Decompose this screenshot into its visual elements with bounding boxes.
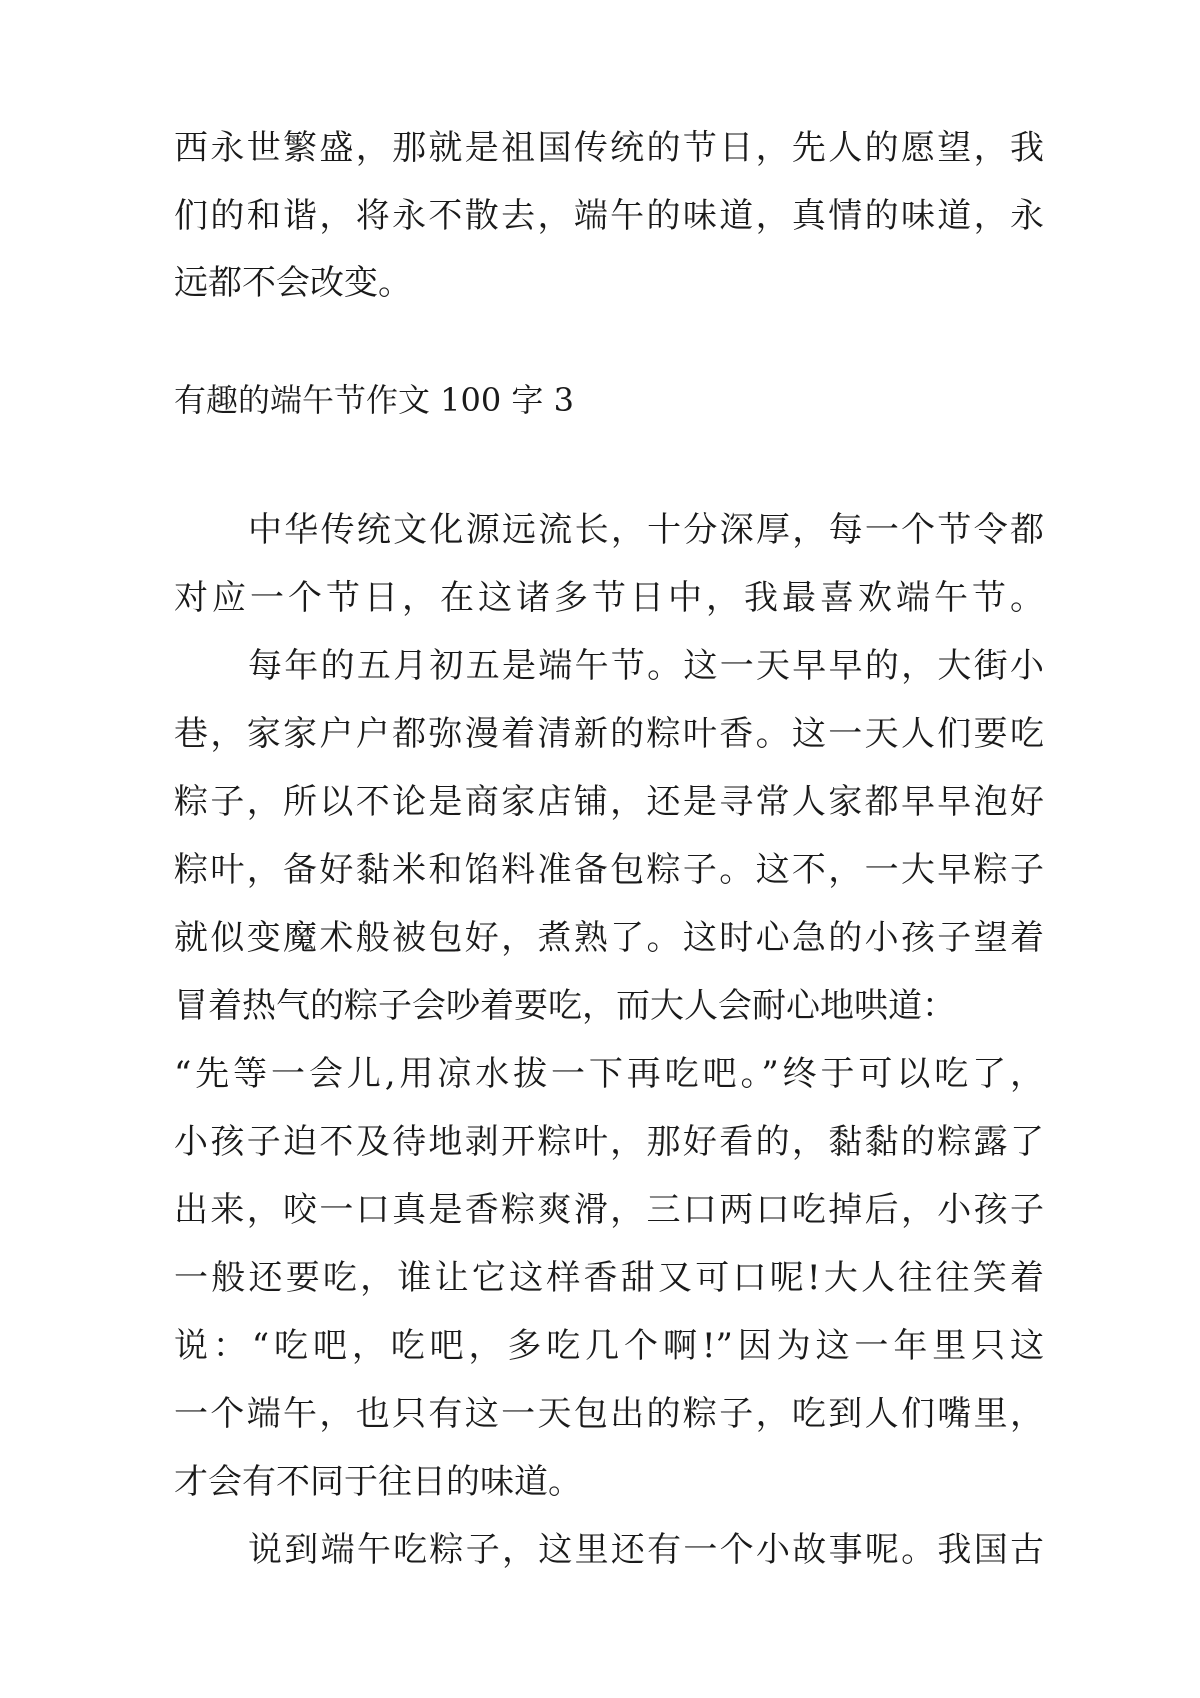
paragraph2-line-9: 出来，咬一口真是香粽爽滑，三口两口吃掉后，小孩子	[174, 1190, 1044, 1230]
paragraph2-line-10: 一般还要吃，谁让它这样香甜又可口呢!大人往往笑着	[174, 1258, 1044, 1298]
paragraph3-line-1: 说到端午吃粽子，这里还有一个小故事呢。我国古	[248, 1530, 1044, 1570]
intro-line-3: 远都不会改变。	[174, 263, 412, 303]
paragraph2-line-12: 一个端午，也只有这一天包出的粽子，吃到人们嘴里，	[174, 1394, 1044, 1434]
paragraph1-line-1: 中华传统文化源远流长，十分深厚，每一个节令都	[248, 510, 1044, 550]
paragraph2-line-5: 就似变魔术般被包好，煮熟了。这时心急的小孩子望着	[174, 918, 1044, 958]
section-heading: 有趣的端午节作文 100 字 3	[174, 381, 574, 419]
paragraph2-line-3: 粽子，所以不论是商家店铺，还是寻常人家都早早泡好	[174, 782, 1044, 822]
paragraph2-line-11: 说：“吃吧，吃吧，多吃几个啊!”因为这一年里只这	[174, 1326, 1044, 1366]
paragraph1-line-2: 对应一个节日，在这诸多节日中，我最喜欢端午节。	[174, 578, 1044, 618]
paragraph2-line-1: 每年的五月初五是端午节。这一天早早的，大街小	[248, 646, 1044, 686]
intro-line-1: 西永世繁盛，那就是祖国传统的节日，先人的愿望，我	[174, 128, 1044, 168]
paragraph2-line-7: “先等一会儿,用凉水拔一下再吃吧。”终于可以吃了，	[174, 1054, 1044, 1094]
paragraph2-line-13: 才会有不同于往日的味道。	[174, 1462, 582, 1502]
paragraph2-line-4: 粽叶，备好黏米和馅料准备包粽子。这不，一大早粽子	[174, 850, 1044, 890]
paragraph2-line-2: 巷，家家户户都弥漫着清新的粽叶香。这一天人们要吃	[174, 714, 1044, 754]
paragraph2-line-8: 小孩子迫不及待地剥开粽叶，那好看的，黏黏的粽露了	[174, 1122, 1044, 1162]
intro-line-2: 们的和谐，将永不散去，端午的味道，真情的味道，永	[174, 196, 1044, 236]
paragraph2-line-6: 冒着热气的粽子会吵着要吃，而大人会耐心地哄道：	[174, 986, 956, 1026]
